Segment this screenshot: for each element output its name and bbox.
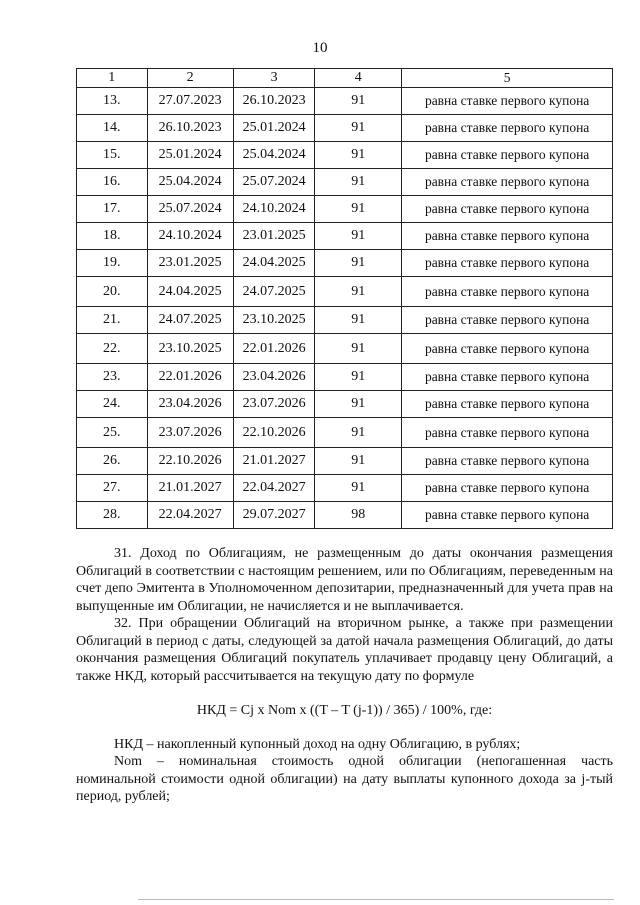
end-date-cell: 23.07.2026 — [233, 391, 314, 418]
rate-cell: равна ставке первого купона — [402, 418, 613, 448]
rate-cell: равна ставке первого купона — [402, 169, 613, 196]
table-row — [77, 196, 613, 223]
table-row — [77, 448, 613, 475]
body-text — [76, 545, 613, 806]
rate-cell: равна ставке первого купона — [402, 115, 613, 142]
start-date-cell: 22.10.2026 — [147, 448, 233, 475]
coupon-number-cell: 20. — [77, 277, 148, 307]
table-row — [77, 115, 613, 142]
table-row — [77, 169, 613, 196]
duration-days-cell: 91 — [315, 334, 402, 364]
end-date-cell: 25.04.2024 — [233, 142, 314, 169]
header-cell: 1 — [77, 69, 148, 88]
paragraph-32: 32. При обращении Облигаций на вторичном рынке, а также при размещении Облигаций в период с даты, следующей за датой начала размещения Облигаций, до даты окончания размещения Облигаций покупатель уплачивает продавцу цену Облигаций, а также НКД, который рассчитывается на текущую дату по формуле — [76, 616, 613, 684]
definition-nkd: НКД – накопленный купонный доход на одну Облигацию, в рублях; — [114, 736, 521, 752]
page-number: 10 — [312, 40, 328, 56]
rate-cell: равна ставке первого купона — [402, 277, 613, 307]
table-row — [77, 223, 613, 250]
table-row — [77, 142, 613, 169]
rate-cell: равна ставке первого купона — [402, 307, 613, 334]
duration-days-cell: 91 — [315, 418, 402, 448]
nkd-formula: НКД = Cj x Nom x ((T – T (j-1)) / 365) / 100%, где: — [196, 703, 493, 718]
duration-days-cell: 98 — [315, 502, 402, 529]
duration-days-cell: 91 — [315, 364, 402, 391]
end-date-cell: 21.01.2027 — [233, 448, 314, 475]
end-date-cell: 24.10.2024 — [233, 196, 314, 223]
start-date-cell: 21.01.2027 — [147, 475, 233, 502]
coupon-number-cell: 18. — [77, 223, 148, 250]
coupon-number-cell: 14. — [77, 115, 148, 142]
start-date-cell: 24.10.2024 — [147, 223, 233, 250]
duration-days-cell: 91 — [315, 169, 402, 196]
coupon-schedule-table — [76, 68, 613, 529]
table-row — [77, 88, 613, 115]
end-date-cell: 22.04.2027 — [233, 475, 314, 502]
coupon-number-cell: 27. — [77, 475, 148, 502]
rate-cell: равна ставке первого купона — [402, 391, 613, 418]
table-row — [77, 502, 613, 529]
end-date-cell: 26.10.2023 — [233, 88, 314, 115]
end-date-cell: 24.07.2025 — [233, 277, 314, 307]
duration-days-cell: 91 — [315, 223, 402, 250]
duration-days-cell: 91 — [315, 475, 402, 502]
duration-days-cell: 91 — [315, 307, 402, 334]
coupon-number-cell: 23. — [77, 364, 148, 391]
coupon-number-cell: 19. — [77, 250, 148, 277]
end-date-cell: 25.01.2024 — [233, 115, 314, 142]
start-date-cell: 23.04.2026 — [147, 391, 233, 418]
table-row — [77, 334, 613, 364]
end-date-cell: 23.10.2025 — [233, 307, 314, 334]
coupon-number-cell: 17. — [77, 196, 148, 223]
duration-days-cell: 91 — [315, 391, 402, 418]
table-row — [77, 475, 613, 502]
duration-days-cell: 91 — [315, 277, 402, 307]
end-date-cell: 25.07.2024 — [233, 169, 314, 196]
start-date-cell: 25.04.2024 — [147, 169, 233, 196]
paragraph-31: 31. Доход по Облигациям, не размещенным до даты окончания размещения Облигаций в соответствии с настоящим решением, или по Облигациям, переведенным на счет депо Эмитента в Уполномоченном депозитарии, предназначенный для учета прав на выпущенные им Облигации, не начисляется и не выплачивается. — [76, 546, 613, 614]
rate-cell: равна ставке первого купона — [402, 448, 613, 475]
rate-cell: равна ставке первого купона — [402, 223, 613, 250]
table-header-row — [77, 69, 613, 88]
coupon-number-cell: 21. — [77, 307, 148, 334]
start-date-cell: 23.07.2026 — [147, 418, 233, 448]
start-date-cell: 23.01.2025 — [147, 250, 233, 277]
header-cell: 5 — [402, 69, 613, 88]
rate-cell: равна ставке первого купона — [402, 250, 613, 277]
duration-days-cell: 91 — [315, 448, 402, 475]
footer-divider — [138, 899, 614, 900]
coupon-number-cell: 24. — [77, 391, 148, 418]
header-cell: 2 — [147, 69, 233, 88]
rate-cell: равна ставке первого купона — [402, 196, 613, 223]
rate-cell: равна ставке первого купона — [402, 475, 613, 502]
start-date-cell: 25.07.2024 — [147, 196, 233, 223]
end-date-cell: 29.07.2027 — [233, 502, 314, 529]
coupon-number-cell: 15. — [77, 142, 148, 169]
header-cell: 3 — [233, 69, 314, 88]
definition-nom: Nom – номинальная стоимость одной облигации (непогашенная часть номинальной стоимости одной облигации) на дату выплаты купонного дохода за j-тый период, рублей; — [76, 754, 613, 804]
table-row — [77, 391, 613, 418]
table-row — [77, 418, 613, 448]
start-date-cell: 27.07.2023 — [147, 88, 233, 115]
duration-days-cell: 91 — [315, 196, 402, 223]
rate-cell: равна ставке первого купона — [402, 334, 613, 364]
table-row — [77, 364, 613, 391]
start-date-cell: 22.04.2027 — [147, 502, 233, 529]
rate-cell: равна ставке первого купона — [402, 142, 613, 169]
end-date-cell: 24.04.2025 — [233, 250, 314, 277]
start-date-cell: 24.07.2025 — [147, 307, 233, 334]
end-date-cell: 22.10.2026 — [233, 418, 314, 448]
start-date-cell: 23.10.2025 — [147, 334, 233, 364]
coupon-number-cell: 22. — [77, 334, 148, 364]
start-date-cell: 25.01.2024 — [147, 142, 233, 169]
table-row — [77, 307, 613, 334]
start-date-cell: 22.01.2026 — [147, 364, 233, 391]
rate-cell: равна ставке первого купона — [402, 364, 613, 391]
coupon-number-cell: 16. — [77, 169, 148, 196]
end-date-cell: 23.04.2026 — [233, 364, 314, 391]
coupon-number-cell: 13. — [77, 88, 148, 115]
rate-cell: равна ставке первого купона — [402, 502, 613, 529]
coupon-number-cell: 28. — [77, 502, 148, 529]
table-row — [77, 277, 613, 307]
coupon-number-cell: 26. — [77, 448, 148, 475]
duration-days-cell: 91 — [315, 250, 402, 277]
duration-days-cell: 91 — [315, 115, 402, 142]
table-row — [77, 250, 613, 277]
coupon-number-cell: 25. — [77, 418, 148, 448]
start-date-cell: 24.04.2025 — [147, 277, 233, 307]
rate-cell: равна ставке первого купона — [402, 88, 613, 115]
end-date-cell: 23.01.2025 — [233, 223, 314, 250]
duration-days-cell: 91 — [315, 142, 402, 169]
header-cell: 4 — [315, 69, 402, 88]
end-date-cell: 22.01.2026 — [233, 334, 314, 364]
duration-days-cell: 91 — [315, 88, 402, 115]
start-date-cell: 26.10.2023 — [147, 115, 233, 142]
